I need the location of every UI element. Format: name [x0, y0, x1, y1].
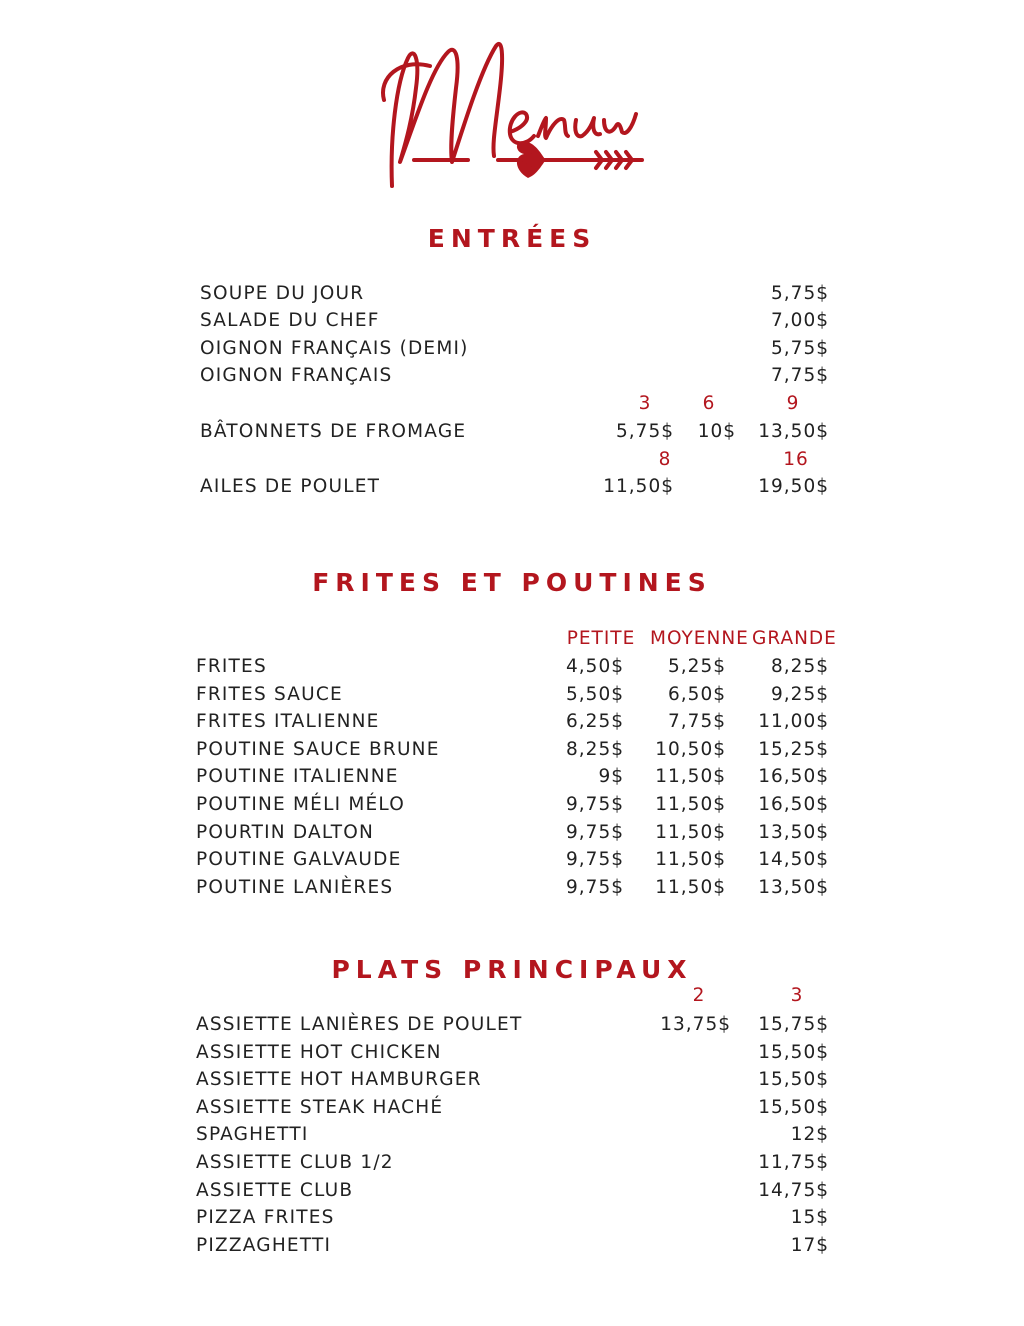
quantity-label: 6	[702, 393, 716, 414]
quantity-label: 3	[790, 985, 804, 1006]
quantity-label: 9	[786, 393, 800, 414]
menu-item-price: 17$	[790, 1234, 829, 1256]
menu-item-price: 15$	[790, 1207, 829, 1229]
menu-item-name: OIGNON FRANÇAIS (DEMI)	[200, 338, 469, 359]
menu-item-price: 13,75$	[660, 1014, 731, 1035]
size-label-moyenne: MOYENNE	[650, 628, 749, 649]
menu-item-price: 19,50$	[758, 476, 829, 497]
menu-item-price: 11,50$	[655, 794, 726, 815]
menu-item-name: ASSIETTE CLUB	[196, 1179, 354, 1201]
menu-item-price: 6,25$	[566, 711, 624, 733]
menu-item-price: 11,50$	[655, 821, 726, 843]
menu-item-price: 9,75$	[566, 849, 624, 871]
section-heading-plats: PLATS PRINCIPAUX	[331, 955, 693, 984]
menu-item-price: 11,00$	[758, 711, 829, 733]
menu-item-price: 14,50$	[758, 849, 829, 871]
menu-item-price: 12$	[790, 1124, 829, 1146]
menu-item-name: FRITES SAUCE	[196, 683, 343, 705]
menu-item-price: 5,50$	[566, 683, 624, 705]
menu-item-price: 5,25$	[668, 656, 726, 677]
menu-item-price: 6,50$	[668, 683, 726, 705]
menu-item-price: 15,75$	[758, 1014, 829, 1035]
menu-item-price: 9,25$	[771, 683, 829, 705]
menu-item-name: SPAGHETTI	[196, 1124, 309, 1146]
menu-item-price: 5,75$	[771, 338, 829, 359]
menu-item-name: ASSIETTE CLUB 1/2	[196, 1151, 394, 1173]
menu-item-price: 5,75$	[771, 283, 829, 304]
menu-item-name: ASSIETTE HOT HAMBURGER	[196, 1069, 482, 1091]
menu-item-price: 13,50$	[758, 421, 829, 442]
menu-item-price: 7,75$	[771, 365, 829, 386]
menu-item-price: 11,50$	[655, 766, 726, 788]
menu-item-name: ASSIETTE STEAK HACHÉ	[196, 1096, 444, 1118]
menu-item-price: 9,75$	[566, 794, 624, 815]
menu-item-price: 13,50$	[758, 821, 829, 843]
menu-item-name: AILES DE POULET	[200, 476, 381, 497]
menu-item-name: POUTINE LANIÈRES	[196, 876, 394, 898]
quantity-label: 3	[638, 393, 652, 414]
menu-item-price: 9,75$	[566, 876, 624, 898]
menu-item-price: 11,50$	[655, 876, 726, 898]
menu-item-price: 15,50$	[758, 1041, 829, 1063]
menu-item-name: SALADE DU CHEF	[200, 310, 380, 331]
menu-item-price: 11,75$	[758, 1151, 829, 1173]
menu-item-name: POUTINE GALVAUDE	[196, 849, 402, 871]
menu-item-price: 9,75$	[566, 821, 624, 843]
menu-item-price: 16,50$	[758, 794, 829, 815]
menu-item-price: 16,50$	[758, 766, 829, 788]
menu-item-price: 4,50$	[566, 656, 624, 677]
menu-item-price: 14,75$	[758, 1179, 829, 1201]
menu-item-price: 10,50$	[655, 738, 726, 760]
menu-item-price: 7,75$	[668, 711, 726, 733]
menu-item-price: 11,50$	[603, 476, 674, 497]
menu-item-name: PIZZA FRITES	[196, 1207, 335, 1229]
menu-item-name: FRITES	[196, 656, 267, 677]
menu-item-price: 15,50$	[758, 1069, 829, 1091]
menu-item-price: 8,25$	[771, 656, 829, 677]
size-label-grande: GRANDE	[752, 628, 837, 649]
menu-item-name: SOUPE DU JOUR	[200, 283, 365, 304]
menu-item-name: POUTINE ITALIENNE	[196, 766, 399, 788]
menu-item-price: 9$	[598, 766, 624, 788]
menu-item-name: ASSIETTE HOT CHICKEN	[196, 1041, 442, 1063]
quantity-label: 8	[658, 449, 672, 470]
menu-item-price: 15,25$	[758, 738, 829, 760]
menu-item-price: 5,75$	[616, 421, 674, 442]
section-heading-entrees: ENTRÉES	[427, 224, 597, 253]
menu-item-price: 8,25$	[566, 738, 624, 760]
quantity-label: 2	[692, 985, 706, 1006]
menu-item-price: 10$	[697, 421, 736, 442]
menu-item-name: POURTIN DALTON	[196, 821, 375, 843]
menu-item-price: 13,50$	[758, 876, 829, 898]
menu-item-name: POUTINE MÉLI MÉLO	[196, 794, 405, 815]
menu-item-name: PIZZAGHETTI	[196, 1234, 332, 1256]
quantity-label: 16	[783, 449, 809, 470]
menu-item-price: 7,00$	[771, 310, 829, 331]
menu-item-name: BÂTONNETS DE FROMAGE	[200, 421, 467, 442]
menu-item-name: ASSIETTE LANIÈRES DE POULET	[196, 1014, 523, 1035]
section-heading-frites: FRITES ET POUTINES	[312, 568, 712, 597]
menu-item-price: 11,50$	[655, 849, 726, 871]
menu-item-name: FRITES ITALIENNE	[196, 711, 380, 733]
menu-item-price: 15,50$	[758, 1096, 829, 1118]
menu-logo	[370, 28, 660, 198]
size-label-petite: PETITE	[566, 628, 636, 649]
menu-item-name: OIGNON FRANÇAIS	[200, 365, 393, 386]
menu-item-name: POUTINE SAUCE BRUNE	[196, 738, 440, 760]
